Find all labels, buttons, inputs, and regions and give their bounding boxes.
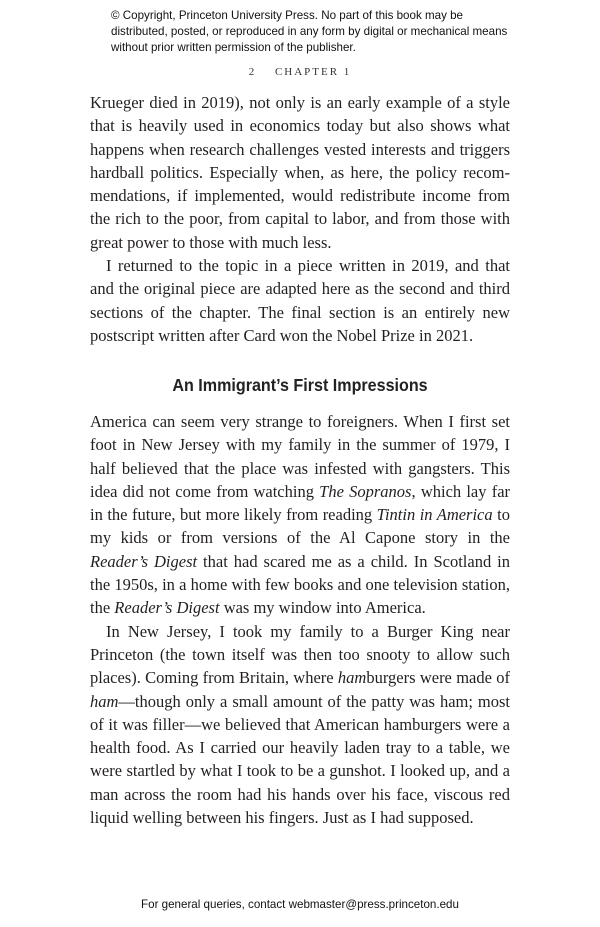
italic-word: ham [90, 691, 119, 711]
page-number: 2 [248, 66, 257, 78]
italic-title: The Sopranos [319, 481, 412, 501]
italic-word: ham [337, 668, 367, 688]
paragraph-4: In New Jersey, I took my family to a Burger King near Princeton (the town itself was then too snooty to allow such places). Coming from Britain, where hamburgers were made of ham—though only a small amount of the patty was ham; most of it was filler—we believed that American hamburgers were a health food. As I carried our heavily laden tray to a table, we were startled by what I took to be a gunshot. I looked up, and a man across the room had his hands over his face, viscous red liquid welling between his fingers. Just as I had supposed. [90, 621, 510, 828]
italic-title: Reader’s Digest [90, 551, 198, 571]
section-body-text [90, 410, 510, 829]
footer-contact: For general queries, contact webmaster@press.princeton.edu [141, 898, 459, 911]
paragraph-2: I returned to the topic in a piece written in 2019, and that and the original piece are adapted here as the second and third sections of the chapter. The final section is an entirely new postscript written after Card won the Nobel Prize in 2021. [90, 256, 510, 345]
italic-title: Reader’s Digest [114, 598, 220, 618]
italic-title: Tintin in America [376, 505, 493, 525]
paragraph-1: Krueger died in 2019), not only is an early example of a style that is heavily used in economics today but also shows what happens when research challenges vested interests and triggers hardball politics. Especially when, as here, the policy recommendations, if implemented, would redistribute income from the rich to the poor, from capital to labor, and from those with great power to those with much less. [90, 93, 510, 252]
paragraph-3: America can seem very strange to foreigners. When I first set foot in New Jersey with my family in the summer of 1979, I half believed that the place was infested with gangsters. This idea did not come from watching The Sopranos, which lay far in the future, but more likely from reading Tintin in America to my kids or from versions of the Al Capone story in the Reader’s Digest that had scared me as a child. In Scotland in the 1950s, in a home with few books and one television station, the Reader’s Digest was my window into America. [90, 412, 511, 618]
section-intro-text [90, 91, 510, 347]
chapter-label: CHAPTER 1 [274, 66, 352, 78]
section-heading: An Immigrant’s First Impressions [172, 375, 428, 395]
running-head [0, 66, 600, 78]
copyright-notice: © Copyright, Princeton University Press. No part of this book may be distributed, posted, or reproduced in any form by digital or mechanical means without prior written permission of the publisher. [111, 9, 508, 54]
